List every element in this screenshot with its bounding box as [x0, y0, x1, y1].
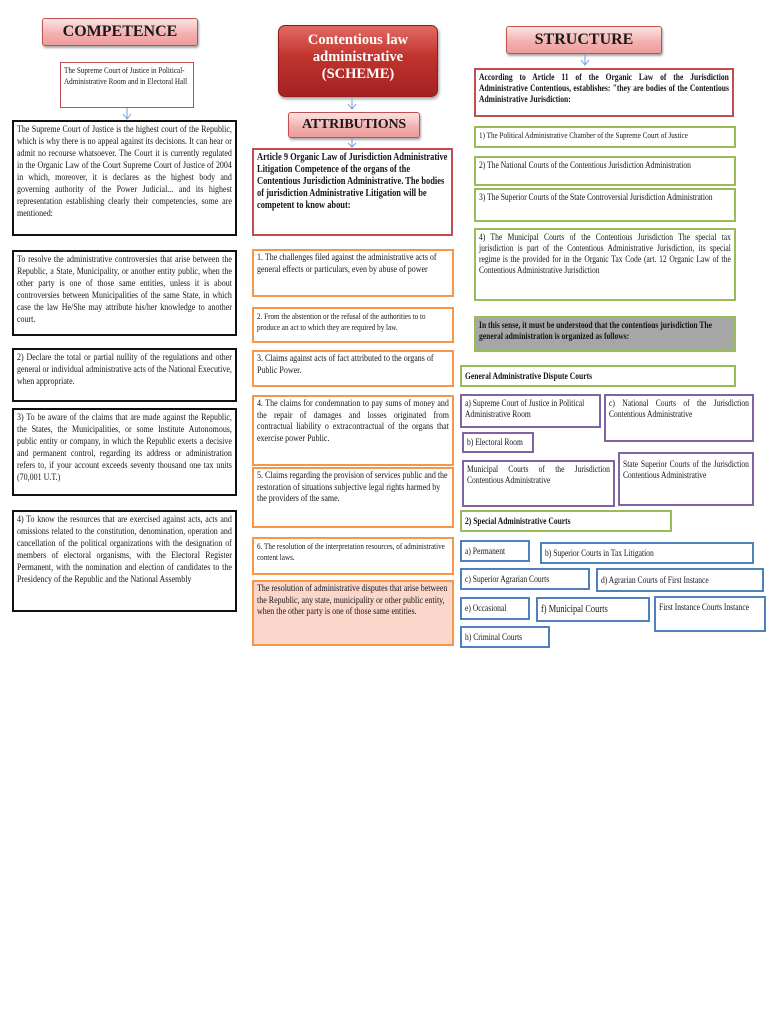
- general-court-text: b) Electoral Room: [467, 437, 523, 447]
- organization-note-box: [474, 316, 736, 352]
- special-court-first-instance: [654, 596, 766, 632]
- supreme-court-text: The Supreme Court of Justice in Political-Administrative Room and in Electoral Hall: [64, 65, 188, 86]
- scheme-title-line: administrative: [312, 49, 404, 65]
- scheme-title-line: (SCHEME): [321, 66, 395, 82]
- attribution-item-2: [252, 307, 454, 343]
- attribution-item-6: [252, 537, 454, 575]
- special-court-b: [540, 542, 754, 564]
- special-court-e: [460, 597, 530, 620]
- attribution-item-text: 5. Claims regarding the provision of services public and the restoration of situations subjective legal rights harmed by the providers of the same.: [257, 471, 448, 504]
- supreme-court-box: [60, 62, 194, 108]
- scheme-title: [278, 25, 438, 97]
- structure-header: STRUCTURE: [506, 26, 662, 54]
- article-9-text: Article 9 Organic Law of Jurisdiction Administrative Litigation Competence of the organs of the Contentious Jurisdiction Administrative. The bodies of jurisdiction Administrative Litigation will be competent to know about:: [257, 152, 448, 211]
- down-arrow-icon: [122, 108, 132, 120]
- general-court-text: State Superior Courts of the Jurisdiction Contentious Administrative: [623, 459, 749, 480]
- general-court-municipal: [462, 460, 615, 507]
- scheme-title-line: Contentious law: [307, 32, 409, 48]
- attribution-note-box: [252, 580, 454, 646]
- attribution-note-text: The resolution of administrative disputes that arise between the Republic, any state, municipality or other public entity, when the other party is one of those same entities.: [257, 584, 448, 617]
- jurisdiction-body-4: [474, 228, 736, 301]
- competence-item-text: 3) To be aware of the claims that are made against the Republic, the States, the Municipalities, or some Institute Autonomous, public entity or company, in which the Republic exerts a decisive and permanent control, regarding its address or administration refers to, if your account exceeds seventy thousand one tax units (70,001 U.T.): [17, 413, 232, 483]
- jurisdiction-body-text: 4) The Municipal Courts of the Contentious Jurisdiction The special tax jurisdiction is part of the Contentious Administrative Jurisdiction, its special regime is the provided for in the Organic Tax Code (art. 12 Organic Law of the Contentious Administrative Jurisdiction: [479, 232, 731, 275]
- competence-intro-box: [12, 120, 237, 236]
- special-court-d: [596, 568, 764, 592]
- special-court-c: [460, 568, 590, 590]
- competence-item-1: [12, 250, 237, 336]
- general-court-c: [604, 394, 754, 442]
- competence-item-text: 4) To know the resources that are exercised against acts, acts and omissions related to the constitution, denomination, operation and cancellation of the political organizations with the designation of members of electoral organisms, with the Electoral Register Permanent, with the nomination and election of candidates to the Presidency of the Republic and the National Assembly: [17, 515, 232, 585]
- general-courts-header: [460, 365, 736, 387]
- attribution-item-text: 1. The challenges filed against the administrative acts of general effects or particulars, even by abuse of power: [257, 253, 437, 275]
- jurisdiction-body-2: [474, 156, 736, 186]
- jurisdiction-body-text: 2) The National Courts of the Contentious Jurisdiction Administration: [479, 160, 691, 170]
- special-court-text: b) Superior Courts in Tax Litigation: [545, 548, 654, 558]
- special-court-text: e) Occasional: [465, 603, 507, 613]
- general-court-b: [462, 432, 534, 453]
- attribution-item-4: [252, 395, 454, 466]
- general-court-text: a) Supreme Court of Justice in Political Administrative Room: [465, 398, 585, 419]
- competence-intro-text: The Supreme Court of Justice is the highest court of the Republic, which is why there is no appeal against its decisions. It can hear or admit no recourse whatsoever. The Court it is currently regulated in the Organic Law of the Court Supreme Court of Justice of 2004 in which, moreover, it is declares as the highest body and governing authority of the Power Judicial... and its highest representation establishing clearly their competencies, some are mentioned:: [17, 125, 232, 219]
- special-court-f: [536, 597, 650, 622]
- attribution-item-3: [252, 350, 454, 387]
- special-court-text: d) Agrarian Courts of First Instance: [601, 575, 709, 585]
- jurisdiction-body-text: 1) The Political Administrative Chamber of the Supreme Court of Justice: [479, 130, 688, 140]
- general-courts-header-text: General Administrative Dispute Courts: [465, 371, 593, 381]
- jurisdiction-body-1: [474, 126, 736, 148]
- special-courts-header-text: 2) Special Administrative Courts: [465, 516, 571, 526]
- jurisdiction-body-text: 3) The Superior Courts of the State Controversial Jurisdiction Administration: [479, 192, 713, 202]
- down-arrow-icon: [347, 99, 357, 110]
- down-arrow-icon: [347, 138, 357, 148]
- attribution-item-text: 6. The resolution of the interpretation resources, of administrative content laws.: [257, 541, 445, 562]
- special-court-text: a) Permanent: [465, 546, 506, 556]
- general-court-text: c) National Courts of the Jurisdiction Contentious Administrative: [609, 398, 749, 419]
- general-court-text: Municipal Courts of the Jurisdiction Contentious Administrative: [467, 464, 610, 485]
- down-arrow-icon: [580, 55, 590, 66]
- special-court-text: First Instance Courts Instance: [659, 602, 750, 612]
- competence-item-3: [12, 408, 237, 496]
- attribution-item-text: 2. From the abstention or the refusal of the authorities to to produce an act to which they are required by law.: [257, 311, 426, 332]
- attribution-item-5: [252, 467, 454, 528]
- attribution-item-text: 3. Claims against acts of fact attributed to the organs of Public Power.: [257, 354, 434, 376]
- competence-header: COMPETENCE: [42, 18, 198, 46]
- general-court-a: [460, 394, 601, 428]
- organization-note-text: In this sense, it must be understood that the contentious jurisdiction The general administration is organized as follows:: [479, 320, 712, 341]
- competence-item-text: To resolve the administrative controversies that arise between the Republic, a State, Municipality, or another entity public, when the other party is one of those same entities, unless it is about controversies between Municipalities of the same State, in which case the law He/She may attribute his/her knowledge to another court.: [17, 255, 232, 325]
- special-court-text: f) Municipal Courts: [541, 604, 608, 615]
- attribution-item-text: 4. The claims for condemnation to pay sums of money and the repair of damages and losses originated from contractual liability o extracontractual of the organs that exercise power Public.: [257, 399, 449, 444]
- special-courts-header: [460, 510, 672, 532]
- special-court-a: [460, 540, 530, 562]
- article-11-text: According to Article 11 of the Organic Law of the Jurisdiction Administrative Contentious, establishes: "they are bodies of the Contentious Administrative Jurisdiction:: [479, 72, 729, 104]
- special-court-h: [460, 626, 550, 648]
- jurisdiction-body-3: [474, 188, 736, 222]
- special-court-text: h) Criminal Courts: [465, 632, 523, 642]
- competence-item-text: 2) Declare the total or partial nullity of the regulations and other general or individual administrative acts of the National Executive, when appropriate.: [17, 353, 232, 387]
- competence-item-4: [12, 510, 237, 612]
- article-9-box: [252, 148, 453, 236]
- competence-item-2: [12, 348, 237, 402]
- general-court-state: [618, 452, 754, 506]
- article-11-box: [474, 68, 734, 117]
- attributions-header: ATTRIBUTIONS: [288, 112, 420, 138]
- special-court-text: c) Superior Agrarian Courts: [465, 574, 550, 584]
- attribution-item-1: [252, 249, 454, 297]
